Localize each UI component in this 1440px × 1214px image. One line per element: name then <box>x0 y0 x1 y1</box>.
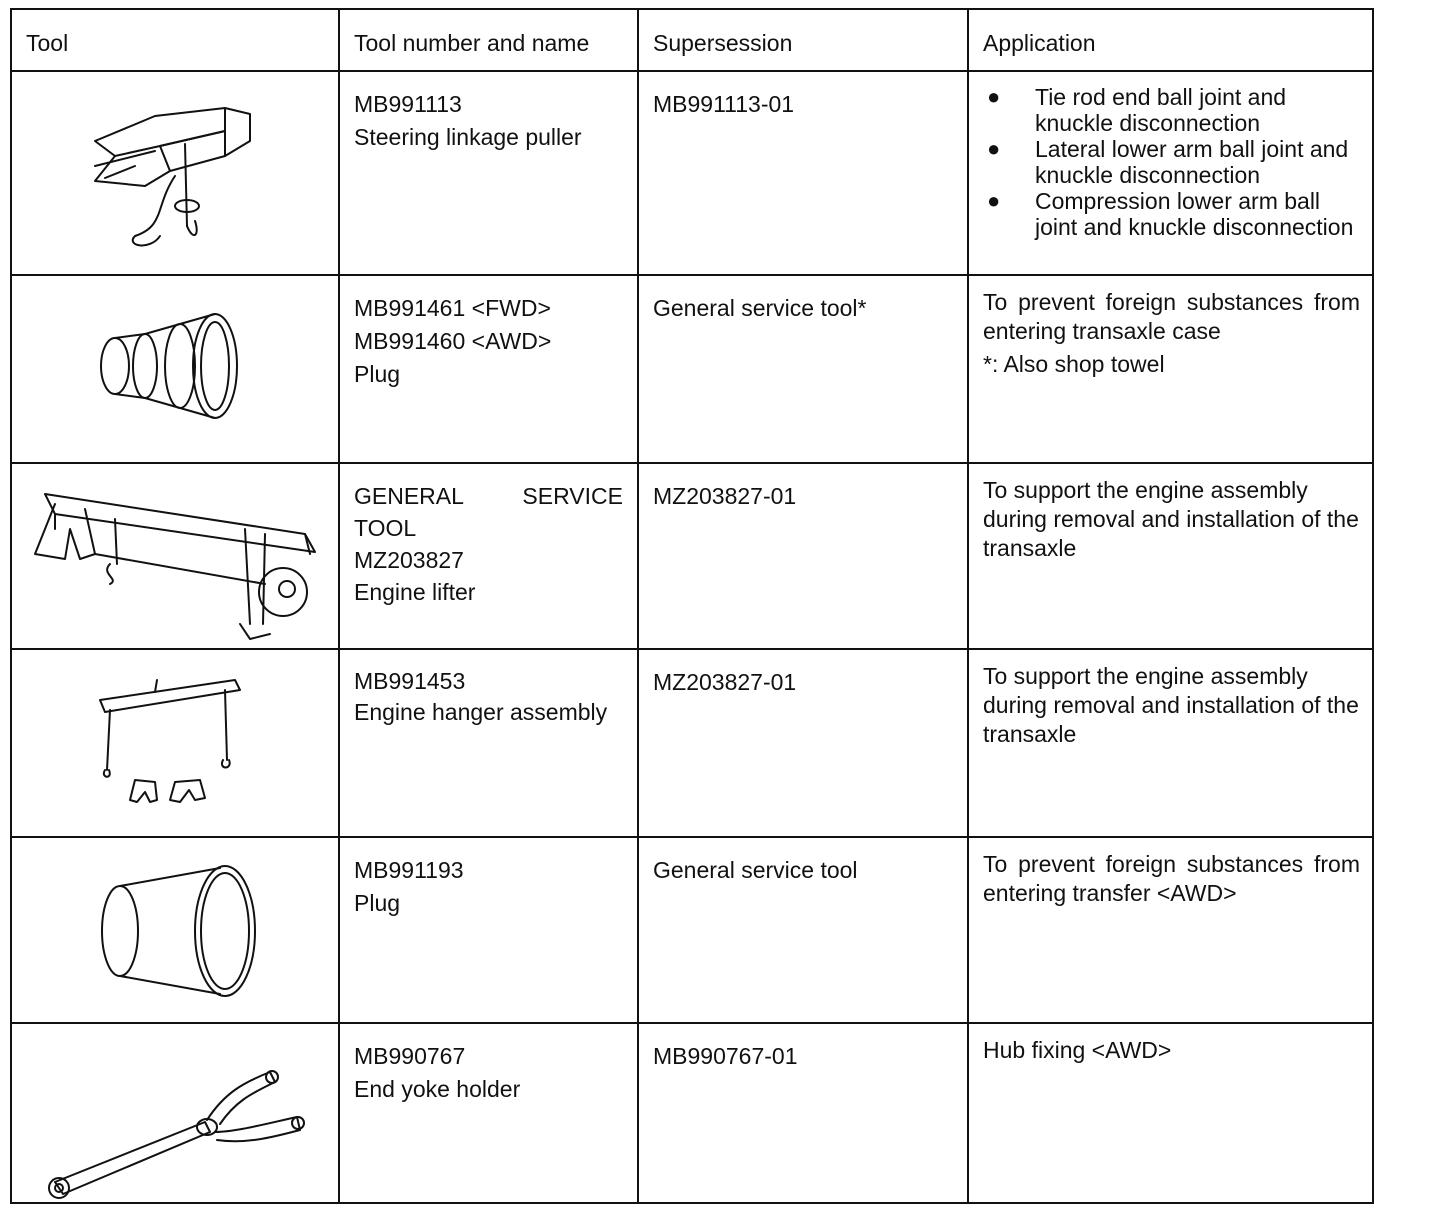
supersession-cell <box>638 1023 968 1203</box>
supersession-value: MB991113-01 <box>653 91 795 117</box>
table-row <box>11 463 1373 649</box>
supersession-cell <box>638 71 968 275</box>
table-row <box>11 275 1373 463</box>
application-list <box>983 84 1360 240</box>
tool-number-name-cell <box>339 463 638 649</box>
application-cell <box>968 649 1373 837</box>
tool-name: Steering linkage puller <box>354 124 582 150</box>
tool-name: Engine hanger assembly <box>354 699 608 725</box>
tool-illustration-cell <box>11 649 339 837</box>
supersession-cell <box>638 649 968 837</box>
tool-name: End yoke holder <box>354 1076 521 1102</box>
tool-number: MB991461 <FWD> <box>354 295 551 321</box>
supersession-value: MB990767-01 <box>653 1043 798 1069</box>
tool-name: Engine lifter <box>354 579 476 605</box>
tool-number-name-cell <box>339 649 638 837</box>
list-item: ● Lateral lower arm ball joint and knuckle disconnection <box>987 136 1349 188</box>
supersession-cell <box>638 837 968 1023</box>
plug-icon <box>75 856 275 1006</box>
tool-name: Plug <box>354 361 401 387</box>
supersession-value: MZ203827-01 <box>653 483 797 509</box>
application-note: *: Also shop towel <box>983 351 1165 377</box>
engine-hanger-icon <box>85 670 265 820</box>
supersession-cell <box>638 463 968 649</box>
application-cell <box>968 837 1373 1023</box>
tool-illustration-cell <box>11 837 339 1023</box>
tool-number: MB991453 <box>354 668 466 694</box>
tool-number: MB991460 <AWD> <box>354 328 552 354</box>
header-tool: Tool <box>11 9 339 71</box>
application-cell <box>968 275 1373 463</box>
tool-number: MZ203827 <box>354 547 464 573</box>
tool-number-name-cell <box>339 275 638 463</box>
tool-number: MB991113 <box>354 91 462 117</box>
header-supersession: Supersession <box>638 9 968 71</box>
tool-name: Plug <box>354 890 401 916</box>
application-text: To support the engine assembly during removal and installation of the transaxle <box>983 663 1359 747</box>
application-text: To prevent foreign substances from entering transfer <AWD> <box>983 851 1360 906</box>
header-application: Application <box>968 9 1373 71</box>
list-item: ● Compression lower arm ball joint and knuckle disconnection <box>987 188 1354 240</box>
tool-category: GENERAL SERVICE TOOL <box>354 483 629 541</box>
tool-illustration-cell <box>11 463 339 649</box>
header-tool-number-name: Tool number and name <box>339 9 638 71</box>
application-text: To prevent foreign substances from entering transaxle case <box>983 289 1360 344</box>
engine-lifter-icon <box>25 474 325 644</box>
tool-number-name-cell <box>339 71 638 275</box>
supersession-value: MZ203827-01 <box>653 669 797 695</box>
tool-number: MB991193 <box>354 857 464 883</box>
tool-number-name-cell <box>339 837 638 1023</box>
tool-illustration-cell <box>11 71 339 275</box>
plug-icon <box>85 296 265 446</box>
table-row <box>11 71 1373 275</box>
table-header-row <box>11 9 1373 71</box>
supersession-cell <box>638 275 968 463</box>
table-row <box>11 1023 1373 1203</box>
supersession-value: General service tool <box>653 857 858 883</box>
tool-illustration-cell <box>11 275 339 463</box>
table-row <box>11 649 1373 837</box>
end-yoke-holder-icon <box>35 1052 315 1202</box>
tool-number: MB990767 <box>354 1043 466 1069</box>
application-text: Hub fixing <AWD> <box>983 1037 1172 1063</box>
application-cell <box>968 1023 1373 1203</box>
steering-linkage-puller-icon <box>75 86 275 256</box>
supersession-value: General service tool* <box>653 295 867 321</box>
application-cell <box>968 71 1373 275</box>
tool-number-name-cell <box>339 1023 638 1203</box>
application-cell <box>968 463 1373 649</box>
application-text: To support the engine assembly during removal and installation of the transaxle <box>983 477 1359 561</box>
list-item: ● Tie rod end ball joint and knuckle disconnection <box>987 84 1287 136</box>
tool-illustration-cell <box>11 1023 339 1203</box>
special-tools-table <box>10 8 1374 1204</box>
table-row <box>11 837 1373 1023</box>
